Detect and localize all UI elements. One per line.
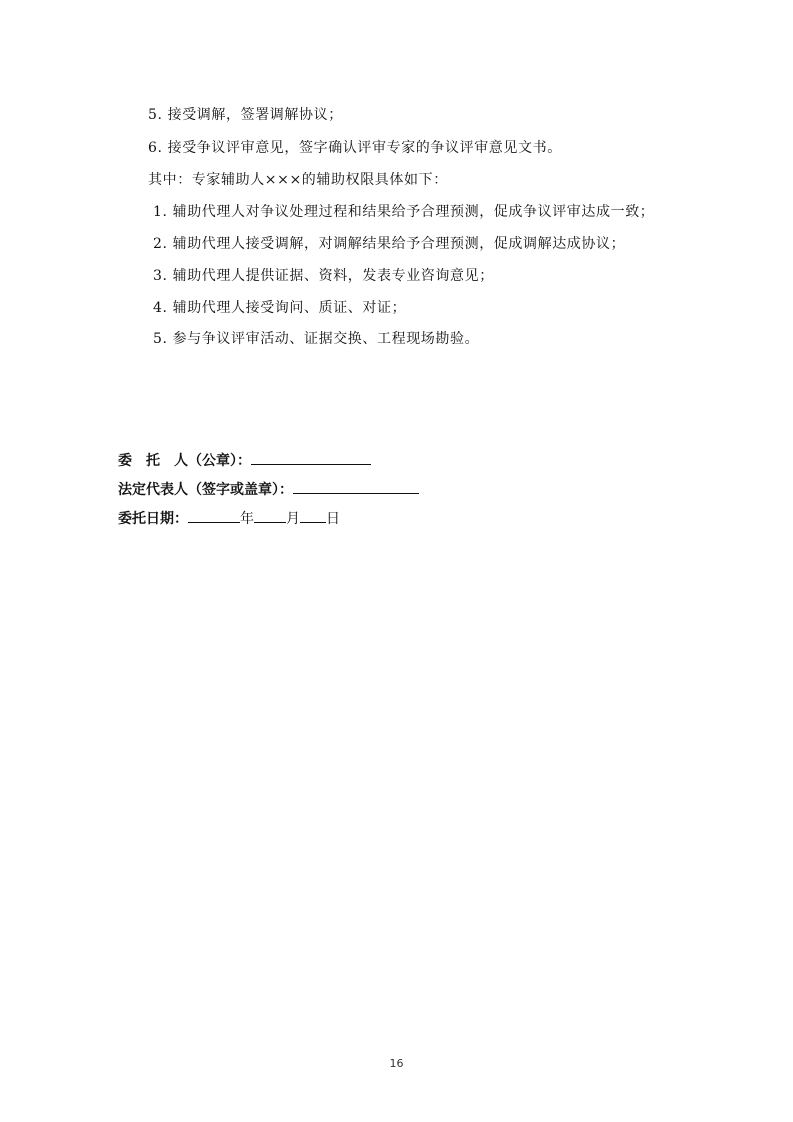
principal-signature-row [118, 450, 371, 471]
legal-rep-signature-blank[interactable] [293, 479, 419, 494]
page-number: 16 [389, 1057, 404, 1070]
date-row [118, 508, 340, 529]
legal-rep-signature-row [118, 479, 419, 500]
body-line-4: 1. 辅助代理人对争议处理过程和结果给予合理预测，促成争议评审达成一致； [153, 204, 655, 220]
day-label: 日 [326, 511, 340, 527]
date-label: 委托日期： [118, 511, 188, 527]
principal-label: 委 托 人（公章）： [118, 453, 251, 469]
month-blank[interactable] [254, 508, 286, 523]
body-line-6: 3. 辅助代理人提供证据、资料，发表专业咨询意见； [153, 268, 494, 284]
principal-seal-blank[interactable] [251, 450, 371, 465]
body-line-7: 4. 辅助代理人接受询问、质证、对证； [153, 300, 407, 316]
body-line-1: 5. 接受调解，签署调解协议； [148, 107, 343, 123]
body-line-8: 5. 参与争议评审活动、证据交换、工程现场勘验。 [153, 331, 480, 347]
body-line-3: 其中：专家辅助人×××的辅助权限具体如下： [148, 172, 448, 188]
day-blank[interactable] [300, 508, 326, 523]
body-line-2: 6. 接受争议评审意见，签字确认评审专家的争议评审意见文书。 [148, 140, 562, 156]
month-label: 月 [286, 511, 300, 527]
year-blank[interactable] [188, 508, 240, 523]
legal-rep-label: 法定代表人（签字或盖章）： [118, 482, 293, 498]
year-label: 年 [240, 511, 254, 527]
body-line-5: 2. 辅助代理人接受调解，对调解结果给予合理预测，促成调解达成协议； [153, 236, 626, 252]
